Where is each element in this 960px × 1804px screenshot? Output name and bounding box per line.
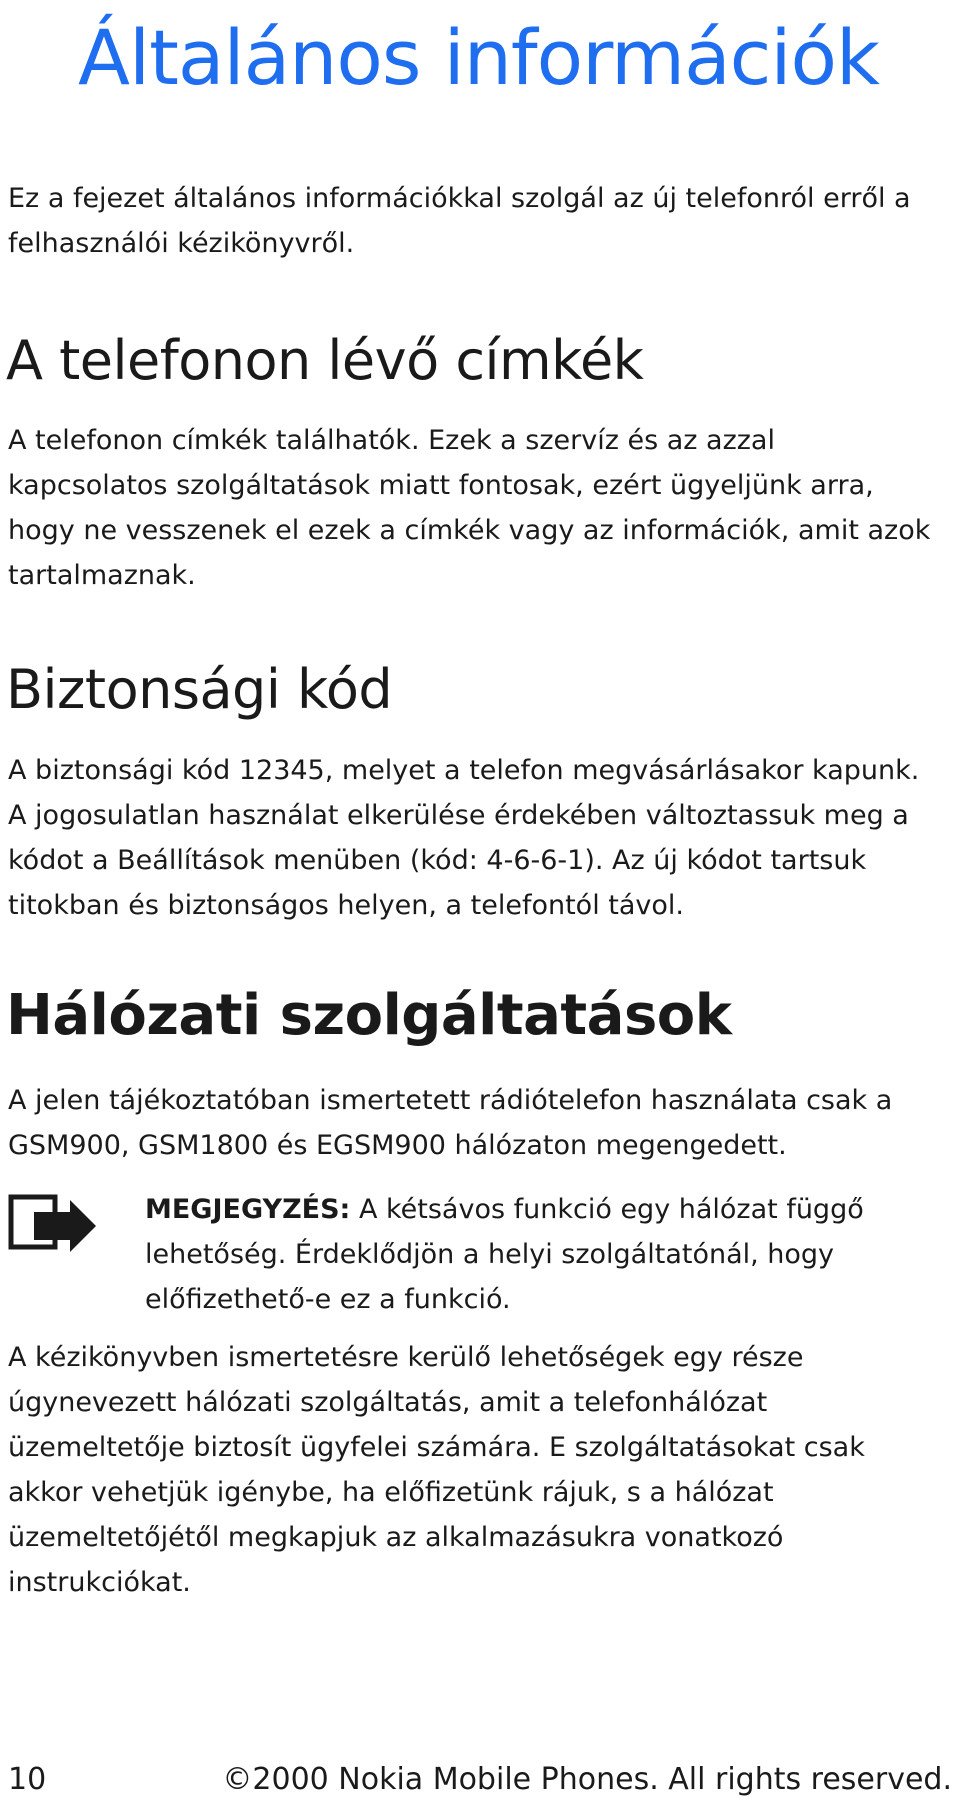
note-label: MEGJEGYZÉS:: [145, 1194, 351, 1225]
network-services-paragraph-2: A kézikönyvben ismertetésre kerülő lehetőségek egy része úgynevezett hálózati szolgáltatás, amit a telefonhálózat üzemeltetője biztosít ügyfelei számára. E szolgáltatásokat csak akkor vehetjük igénybe, ha előfizetünk rájuk, s a hálózat üzemeltetőjétől megkapjuk az alkalmazásukra vonatkozó instrukciókat.: [8, 1342, 865, 1598]
security-code-paragraph: A biztonsági kód 12345, melyet a telefon megvásárlásakor kapunk. A jogosulatlan használat elkerülése érdekében változtassuk meg a kódot a Beállítások menüben (kód: 4-6-6-1). Az új kódot tartsuk titokban és biztonságos helyen, a telefontól távol.: [8, 755, 920, 921]
copyright-notice: ©2000 Nokia Mobile Phones. All rights reserved.: [222, 1762, 952, 1797]
page-title: Általános információk: [78, 13, 880, 102]
section-heading-labels: A telefonon lévő címkék: [6, 329, 644, 392]
intro-paragraph: Ez a fejezet általános információkkal szolgál az új telefonról erről a felhasználói kézikönyvről.: [8, 183, 911, 259]
note-text: A kétsávos funkció egy hálózat függő lehetőség. Érdeklődjön a helyi szolgáltatónál, hogy előfizethető-e ez a funkció.: [145, 1194, 864, 1315]
page-number: 10: [8, 1762, 47, 1797]
note-icon: [8, 1194, 96, 1256]
labels-paragraph: A telefonon címkék találhatók. Ezek a szervíz és az azzal kapcsolatos szolgáltatások miatt fontosak, ezért ügyeljünk arra, hogy ne vesszenek el ezek a címkék vagy az információk, amit azok tartalmaznak.: [8, 425, 931, 591]
section-heading-security-code: Biztonsági kód: [6, 658, 393, 721]
network-services-paragraph: A jelen tájékoztatóban ismertetett rádiótelefon használata csak a GSM900, GSM1800 és EGSM900 hálózaton megengedett.: [8, 1085, 893, 1161]
section-heading-network-services: Hálózati szolgáltatások: [6, 983, 732, 1048]
note-block: [145, 1187, 935, 1322]
